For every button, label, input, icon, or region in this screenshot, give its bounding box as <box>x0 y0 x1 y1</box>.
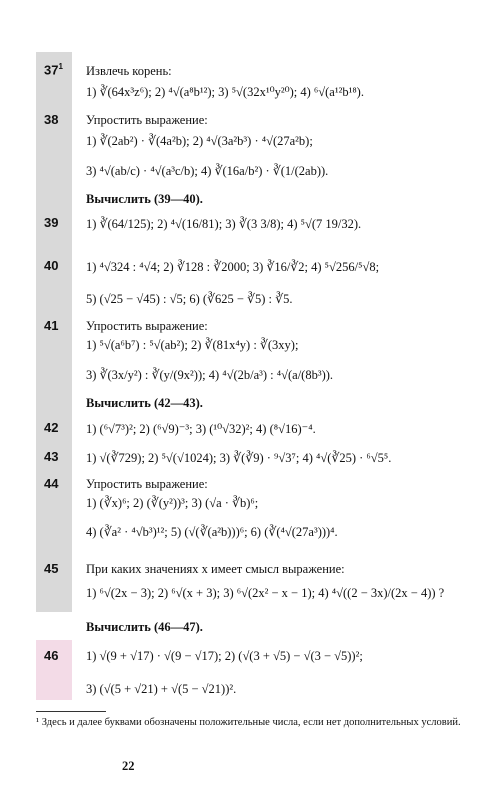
section-heading: Вычислить (39—40). <box>86 192 203 206</box>
problem-number: 45 <box>44 561 59 576</box>
problem-title: Упростить выражение: <box>86 319 208 333</box>
problem-line: 3) ∛(3x/y²) : ∛(y/(9x²)); 4) ⁴√(2b/a³) : ⁴√(a/(8b³)). <box>86 368 334 382</box>
problem-number: 39 <box>44 215 59 230</box>
problem-line: 3) (√(5 + √21) + √(5 − √21))². <box>86 682 237 696</box>
problem-line: 1) ∛(64/125); 2) ⁴√(16/81); 3) ∛(3 3/8); 4) ⁵√(7 19/32). <box>86 217 362 231</box>
footnote-rule <box>36 711 106 712</box>
problem-line: 3) ⁴√(ab/c) · ⁴√(a³c/b); 4) ∛(16a/b²) · ∛(1/(2ab)). <box>86 164 329 178</box>
problem-number: 42 <box>44 420 59 435</box>
problem-line: 4) (∛a² · ⁴√b³)¹²; 5) (√(∛(a²b)))⁶; 6) (∛(⁴√(27a³)))⁴. <box>86 525 338 539</box>
problem-number: 38 <box>44 112 59 127</box>
problem-line: 1) ⁴√324 : ⁴√4; 2) ∛128 : ∛2000; 3) ∛16/∛2; 4) ⁵√256/⁵√8; <box>86 260 380 274</box>
problem-title: Упростить выражение: <box>86 477 208 491</box>
problem-number: 41 <box>44 318 59 333</box>
problem-title: Извлечь корень: <box>86 64 172 78</box>
problem-line: 1) ⁵√(a⁶b⁷) : ⁵√(ab²); 2) ∛(81x⁴y) : ∛(3xy); <box>86 338 299 352</box>
problem-line: 1) ⁶√(2x − 3); 2) ⁶√(x + 3); 3) ⁶√(2x² − x − 1); 4) ⁴√((2 − 3x)/(2x − 4)) ? <box>86 586 445 600</box>
problem-line: 1) (∛x)⁶; 2) (∛(y²))³; 3) (√a · ∛b)⁶; <box>86 496 259 510</box>
problem-number: 44 <box>44 476 59 491</box>
section-heading: Вычислить (42—43). <box>86 396 203 410</box>
problem-line: 1) √(9 + √17) · √(9 − √17); 2) (√(3 + √5) − √(3 − √5))²; <box>86 649 363 663</box>
problem-number: 43 <box>44 449 59 464</box>
problem-number: $37^1$ <box>44 62 63 78</box>
footnote: ¹ Здесь и далее буквами обозначены положительные числа, если нет дополнительных условий. <box>36 717 461 728</box>
problem-line: 1) √(∛729); 2) ⁵√(√1024); 3) ∛(∛9) · ⁹√3⁷; 4) ⁴√(∛25) · ⁶√5⁵. <box>86 451 392 465</box>
page-number: 22 <box>122 759 135 773</box>
problem-line: 5) (√25 − √45) : √5; 6) (∛625 − ∛5) : ∛5. <box>86 292 293 306</box>
problem-title: При каких значениях x имеет смысл выражение: <box>86 562 345 576</box>
section-heading: Вычислить (46—47). <box>86 620 203 634</box>
problem-number: 46 <box>44 648 59 663</box>
problem-number: 40 <box>44 258 59 273</box>
problem-title: Упростить выражение: <box>86 113 208 127</box>
problem-line: 1) ∛(2ab²) · ∛(4a²b); 2) ⁴√(3a²b³) · ⁴√(27a²b); <box>86 134 313 148</box>
problem-line: 1) (⁶√7³)²; 2) (⁶√9)⁻³; 3) (¹⁰√32)²; 4) (⁸√16)⁻⁴. <box>86 422 316 436</box>
problem-line: 1) ∛(64x³z⁶); 2) ⁴√(a⁸b¹²); 3) ⁵√(32x¹⁰y²⁰); 4) ⁶√(a¹²b¹⁸). <box>86 85 364 99</box>
